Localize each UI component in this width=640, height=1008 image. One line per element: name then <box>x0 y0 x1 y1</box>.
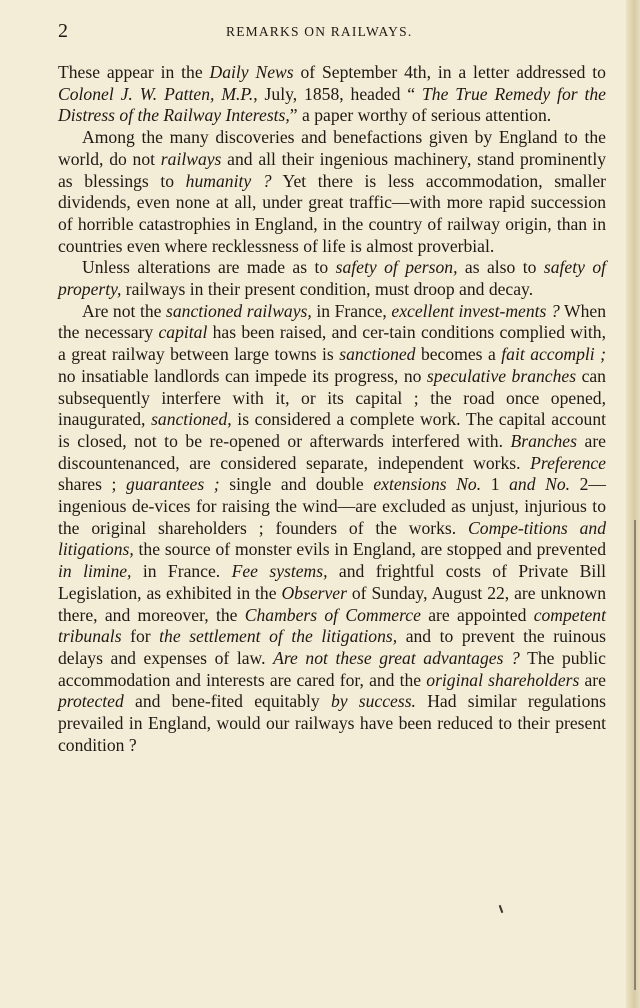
italic-run: The True Remedy for the Distress of the Railway Interests, <box>58 83 606 126</box>
text-run: 1 <box>481 474 510 495</box>
italic-run: Fee systems, <box>231 561 328 582</box>
italic-run: railways <box>160 148 222 169</box>
italic-run: sanctioned, <box>151 409 232 430</box>
text-run: and bene-fited equitably <box>123 691 331 712</box>
running-head: REMARKS ON RAILWAYS. <box>226 24 413 39</box>
italic-run: safety of property, <box>58 257 607 300</box>
text-run: are <box>579 669 606 690</box>
text-run: of Sunday, August 22, are unknown there, and moreover, the <box>58 582 606 625</box>
stray-ink-mark <box>499 905 504 913</box>
italic-run: and No. <box>509 474 571 495</box>
italic-run: sanctioned <box>339 344 416 365</box>
italic-run: original shareholders <box>426 669 580 690</box>
page-header <box>58 18 620 44</box>
italic-run: the settlement of the litigations, <box>159 626 398 647</box>
page-number: 2 <box>58 20 68 42</box>
italic-run: safety of person, <box>335 257 458 278</box>
italic-run: capital <box>158 322 208 343</box>
paragraph <box>58 62 606 127</box>
text-run: When the necessary <box>58 300 606 343</box>
text-run: has been raised, and cer-tain conditions complied with, a great railway between large towns is <box>58 322 606 365</box>
text-run: can subsequently interfere with it, or its capital ; the road once opened, inaugurated, <box>58 365 606 430</box>
text-run: railways in their present condition, must droop and decay. <box>121 279 534 300</box>
italic-run: humanity ? <box>185 170 272 191</box>
italic-run: fait accompli ; <box>501 344 607 365</box>
text-run: and frightful costs of Private Bill Legislation, as exhibited in the <box>58 561 606 603</box>
italic-run: excellent invest-ments ? <box>391 300 560 321</box>
text-run: ” a paper worthy of serious attention. <box>289 105 552 126</box>
italic-run: Preference <box>530 452 606 473</box>
text-run: is considered a complete work. The capital account is closed, not to be re-opened or afterwards interfered with. <box>58 409 607 451</box>
body-text <box>58 62 606 757</box>
italic-run: speculative branches <box>426 365 577 386</box>
text-run: , July, 1858, headed “ <box>253 83 422 104</box>
text-run: for <box>121 626 160 647</box>
text-run: Among the many discoveries and benefactions given by England to the world, do not <box>58 127 606 169</box>
text-run: no insatiable landlords can impede its progress, no <box>58 365 427 386</box>
text-run: single and double <box>219 474 374 495</box>
text-run: as also to <box>457 257 544 278</box>
text-run: the source of monster evils in England, are stopped and prevented <box>133 539 606 560</box>
italic-run: extensions No. <box>373 474 482 495</box>
text-run: Had similar regulations prevailed in England, would our railways have been reduced to their present condition ? <box>58 691 607 755</box>
text-run: shares ; <box>58 474 127 495</box>
text-run: These appear in the <box>58 62 210 82</box>
italic-run: sanctioned railways, <box>166 300 312 321</box>
paragraph <box>58 301 606 757</box>
text-run: 2—ingenious de-vices for raising the wind—are excluded as unjust, injurious to the original shareholders ; founders of the works. <box>58 474 606 538</box>
text-run: Unless alterations are made as to <box>82 257 336 278</box>
italic-run: by success. <box>330 691 416 712</box>
italic-run: competent tribunals <box>58 604 606 647</box>
italic-run: protected <box>58 691 124 712</box>
paragraph <box>58 127 606 257</box>
text-run: are discountenanced, are considered separate, independent works. <box>58 430 606 473</box>
text-run: are appointed <box>420 604 534 625</box>
text-run: The public accommodation and interests are cared for, and the <box>58 647 606 690</box>
text-run: Are not the <box>82 300 166 321</box>
italic-run: Daily News <box>209 62 294 82</box>
text-run: in France. <box>131 561 232 582</box>
italic-run: guarantees ; <box>126 474 220 495</box>
text-run: in France, <box>311 300 392 321</box>
italic-run: in limine, <box>58 561 132 582</box>
text-run: and all their ingenious machinery, stand prominently as blessings to <box>58 148 606 191</box>
italic-run: Observer <box>281 582 347 603</box>
text-run: of September 4th, in a letter addressed to <box>293 62 606 82</box>
paragraph <box>58 257 606 300</box>
page-edge-shadow <box>626 0 640 1008</box>
italic-run: Are not these great advantages ? <box>273 647 520 668</box>
italic-run: Chambers of Commerce <box>244 604 421 625</box>
text-run: Yet there is less accommodation, smaller dividends, even none at all, under great traffic—with more rapid succession of horrible catastrophies in England, in the country of railway origin, than in countries even where recklessness of life is almost proverbial. <box>58 170 606 256</box>
italic-run: Branches <box>510 430 577 451</box>
italic-run: Compe-titions and litigations, <box>58 517 606 560</box>
italic-run: Colonel J. W. Patten, M.P. <box>58 83 254 104</box>
page-edge-line <box>634 520 636 990</box>
text-run: becomes a <box>415 344 502 365</box>
text-run: and to prevent the ruinous delays and expenses of law. <box>58 626 607 668</box>
